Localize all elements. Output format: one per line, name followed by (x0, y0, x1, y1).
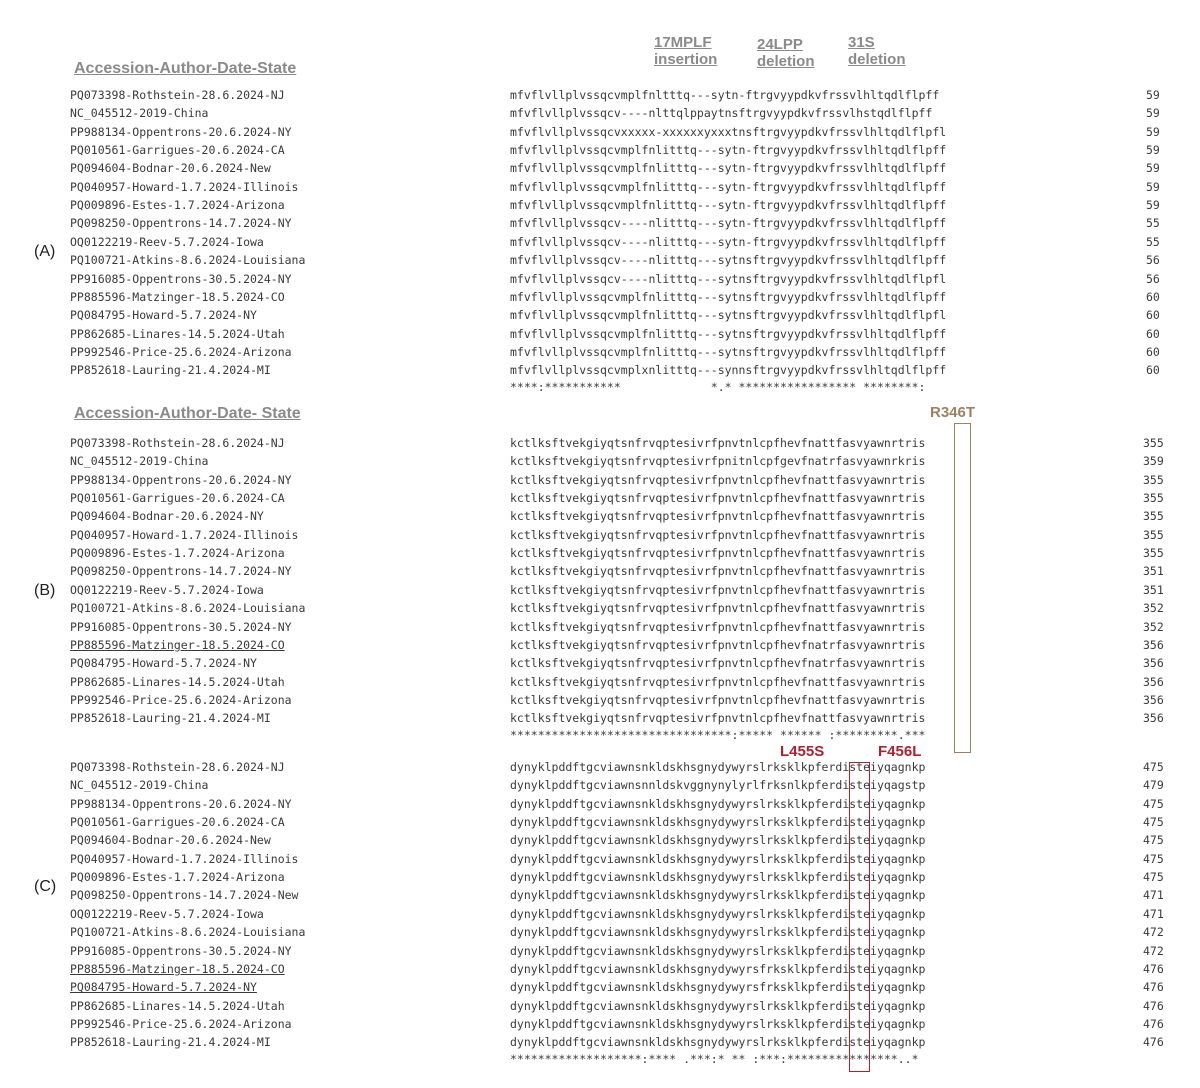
sequence-name: PQ040957-Howard-1.7.2024-Illinois (70, 851, 299, 866)
sequence-position: 355 (1143, 491, 1164, 506)
sequence-position: 476 (1143, 998, 1164, 1013)
feature-24lpp-deletion (757, 36, 815, 70)
sequence-name: PQ010561-Garrigues-20.6.2024-CA (70, 143, 285, 158)
sequence-name: PQ100721-Atkins-8.6.2024-Louisiana (70, 925, 306, 940)
sequence-position: 351 (1143, 582, 1164, 597)
sequence-residues: mfvflvllplvssqcvmplfnlitttq---sytn-ftrgvyypdkvfrssvlhltqdlflpff (510, 143, 947, 158)
sequence-residues: dynyklpddftgcviawnsnkldskhsgnydywyrslrksklkpferdisteiyqagnkp (510, 943, 926, 958)
sequence-residues: kctlksftvekgiyqtsnfrvqptesivrfpnvtnlcpfhevfnattfasvyawnrtris (510, 582, 926, 597)
sequence-name: PQ098250-Oppentrons-14.7.2024-NY (70, 564, 292, 579)
sequence-position: 60 (1146, 308, 1160, 323)
alignment-row (0, 795, 1200, 813)
sequence-name: OQ0122219-Reev-5.7.2024-Iowa (70, 582, 264, 597)
sequence-position: 475 (1143, 760, 1164, 774)
sequence-residues: mfvflvllplvssqcvmplfnltttq---sytn-ftrgvyypdkvfrssvlhltqdlflpff (510, 88, 940, 102)
sequence-position: 60 (1146, 289, 1160, 304)
sequence-name: PQ084795-Howard-5.7.2024-NY (70, 656, 257, 671)
sequence-residues: kctlksftvekgiyqtsnfrvqptesivrfpnvtnlcpfhevfnatrfasvyawnrtris (510, 637, 926, 652)
mutation-label-l455s: L455S (780, 743, 825, 760)
alignment-row (0, 214, 1200, 232)
sequence-residues: mfvflvllplvssqcvmplfnlitttq---sytn-ftrgvyypdkvfrssvlhltqdlflpff (510, 179, 947, 194)
sequence-name: OQ0122219-Reev-5.7.2024-Iowa (70, 906, 264, 921)
sequence-position: 56 (1146, 253, 1160, 268)
sequence-residues: mfvflvllplvssqcvmplfnlitttq---sytn-ftrgvyypdkvfrssvlhltqdlflpff (510, 161, 947, 176)
sequence-position: 356 (1143, 656, 1164, 671)
sequence-residues: kctlksftvekgiyqtsnfrvqptesivrfpnvtnlcpfhevfnattfasvyawnrtris (510, 527, 926, 542)
sequence-name: PP852618-Lauring-21.4.2024-MI (70, 1035, 271, 1050)
sequence-position: 60 (1146, 363, 1160, 378)
sequence-position: 55 (1146, 234, 1160, 249)
sequence-residues: dynyklpddftgcviawnsnkldskhsgnydywyrslrksklkpferdisteiyqagnkp (510, 815, 926, 830)
sequence-name: PQ009896-Estes-1.7.2024-Arizona (70, 546, 285, 561)
sequence-residues: kctlksftvekgiyqtsnfrvqptesivrfpnitnlcpfgevfnatrfasvyawnrkris (510, 454, 926, 469)
sequence-position: 475 (1143, 851, 1164, 866)
sequence-name: PQ098250-Oppentrons-14.7.2024-New (70, 888, 299, 903)
sequence-residues: mfvflvllplvssqcvxxxxx-xxxxxxyxxxtnsftrgvyypdkvfrssvlhltqdlflpfl (510, 124, 947, 139)
sequence-position: 351 (1143, 564, 1164, 579)
panel-label-a: (A) (34, 243, 56, 260)
alignment-row (0, 1033, 1200, 1051)
sequence-position: 59 (1146, 161, 1160, 176)
sequence-residues: kctlksftvekgiyqtsnfrvqptesivrfpnvtnlcpfhevfnattfasvyawnrtris (510, 436, 926, 450)
sequence-residues: mfvflvllplvssqcvmplfnlitttq---sytnsftrgvyypdkvfrssvlhltqdlflpff (510, 326, 947, 341)
alignment-row (0, 452, 1200, 470)
sequence-position: 60 (1146, 344, 1160, 359)
alignment-row (0, 270, 1200, 288)
sequence-position: 472 (1143, 925, 1164, 940)
panel-label-c: (C) (34, 878, 57, 895)
panel-label-b: (B) (34, 582, 56, 599)
sequence-name: NC_045512-2019-China (70, 778, 209, 793)
feature-17mplf-insertion (654, 34, 717, 68)
alignment-row (0, 978, 1200, 996)
mutation-label-r346t: R346T (930, 404, 976, 421)
sequence-position: 476 (1143, 1035, 1164, 1050)
alignment-row (0, 178, 1200, 196)
sequence-position: 59 (1146, 88, 1160, 102)
sequence-name: PP992546-Price-25.6.2024-Arizona (70, 692, 292, 707)
conservation-row (0, 1050, 1200, 1068)
sequence-residues: dynyklpddftgcviawnsnkldskhsgnydywyrslrksklkpferdisteiyqagnkp (510, 906, 926, 921)
sequence-name: PQ040957-Howard-1.7.2024-Illinois (70, 527, 299, 542)
conservation-row (0, 378, 1200, 396)
alignment-row (0, 850, 1200, 868)
sequence-residues: kctlksftvekgiyqtsnfrvqptesivrfpnvtnlcpfhevfnattfasvyawnrtris (510, 619, 926, 634)
alignment-row (0, 104, 1200, 122)
sequence-name: PP992546-Price-25.6.2024-Arizona (70, 1016, 292, 1031)
sequence-position: 359 (1143, 454, 1164, 469)
feature-31s-type: deletion (848, 51, 906, 68)
sequence-name: PQ009896-Estes-1.7.2024-Arizona (70, 870, 285, 885)
alignment-row (0, 562, 1200, 580)
sequence-name: PP916085-Oppentrons-30.5.2024-NY (70, 943, 292, 958)
sequence-name: PP916085-Oppentrons-30.5.2024-NY (70, 619, 292, 634)
sequence-residues: mfvflvllplvssqcvmplfnlitttq---sytnsftrgvyypdkvfrssvlhltqdlflpff (510, 344, 947, 359)
sequence-residues: kctlksftvekgiyqtsnfrvqptesivrfpnvtnlcpfhevfnattfasvyawnrtris (510, 546, 926, 561)
sequence-residues: dynyklpddftgcviawnsnkldskhsgnydywyrslrksklkpferdisteiyqagnkp (510, 925, 926, 940)
sequence-residues: mfvflvllplvssqcvmplxnlitttq---synnsftrgvyypdkvfrssvlhltqdlflpff (510, 363, 947, 378)
sequence-position: 472 (1143, 943, 1164, 958)
alignment-row (0, 599, 1200, 617)
alignment-row (0, 123, 1200, 141)
alignment-row (0, 196, 1200, 214)
alignment-row (0, 813, 1200, 831)
sequence-name: PP862685-Linares-14.5.2024-Utah (70, 674, 285, 689)
alignment-row (0, 905, 1200, 923)
sequence-name: PQ100721-Atkins-8.6.2024-Louisiana (70, 253, 306, 268)
sequence-position: 475 (1143, 796, 1164, 811)
alignment-row (0, 923, 1200, 941)
sequence-position: 56 (1146, 271, 1160, 286)
alignment-row (0, 526, 1200, 544)
sequence-position: 476 (1143, 980, 1164, 995)
alignment-row (0, 942, 1200, 960)
sequence-position: 355 (1143, 436, 1164, 450)
sequence-residues: kctlksftvekgiyqtsnfrvqptesivrfpnvtnlcpfhevfnattfasvyawnrtris (510, 472, 926, 487)
sequence-residues: dynyklpddftgcviawnsnkldskhsgnydywyrslrksklkpferdisteiyqagnkp (510, 888, 926, 903)
sequence-position: 59 (1146, 143, 1160, 158)
sequence-name: PQ084795-Howard-5.7.2024-NY (70, 980, 257, 995)
sequence-residues: dynyklpddftgcviawnsnkldskhsgnydywyrslrksklkpferdisteiyqagnkp (510, 870, 926, 885)
alignment-row (0, 654, 1200, 672)
sequence-name: OQ0122219-Reev-5.7.2024-Iowa (70, 234, 264, 249)
alignment-row (0, 831, 1200, 849)
alignment-row (0, 997, 1200, 1015)
sequence-name: PQ073398-Rothstein-28.6.2024-NJ (70, 436, 285, 450)
sequence-position: 355 (1143, 546, 1164, 561)
alignment-row (0, 618, 1200, 636)
sequence-residues: kctlksftvekgiyqtsnfrvqptesivrfpnvtnlcpfhevfnattfasvyawnrtris (510, 711, 926, 726)
alignment-row (0, 1015, 1200, 1033)
sequence-residues: mfvflvllplvssqcv----nlttqlppaytnsftrgvyypdkvfrssvlhstqdlflpff (510, 106, 933, 121)
sequence-name: PQ084795-Howard-5.7.2024-NY (70, 308, 257, 323)
alignment-row (0, 251, 1200, 269)
sequence-residues: dynyklpddftgcviawnsnkldskhsgnydywyrsfrksklkpferdisteiyqagnkp (510, 980, 926, 995)
sequence-residues: mfvflvllplvssqcvmplfnlitttq---sytnsftrgvyypdkvfrssvlhltqdlflpfl (510, 308, 947, 323)
sequence-residues: dynyklpddftgcviawnsnkldskhsgnydywyrslrksklkpferdisteiyqagnkp (510, 1035, 926, 1050)
alignment-row (0, 325, 1200, 343)
sequence-name: PQ010561-Garrigues-20.6.2024-CA (70, 815, 285, 830)
sequence-position: 352 (1143, 619, 1164, 634)
sequence-residues: kctlksftvekgiyqtsnfrvqptesivrfpnvtnlcpfhevfnattfasvyawnrtris (510, 564, 926, 579)
sequence-name: PP988134-Oppentrons-20.6.2024-NY (70, 796, 292, 811)
alignment-row (0, 581, 1200, 599)
sequence-name: PQ100721-Atkins-8.6.2024-Louisiana (70, 601, 306, 616)
sequence-residues: dynyklpddftgcviawnsnkldskhsgnydywyrslrksklkpferdisteiyqagnkp (510, 796, 926, 811)
sequence-residues: kctlksftvekgiyqtsnfrvqptesivrfpnvtnlcpfhevfnatrfasvyawnrtris (510, 656, 926, 671)
alignment-row (0, 691, 1200, 709)
sequence-name: PQ094604-Bodnar-20.6.2024-New (70, 833, 271, 848)
sequence-position: 476 (1143, 961, 1164, 976)
sequence-name: PQ073398-Rothstein-28.6.2024-NJ (70, 760, 285, 774)
sequence-residues: kctlksftvekgiyqtsnfrvqptesivrfpnvtnlcpfhevfnattfasvyawnrtris (510, 692, 926, 707)
feature-17mplf-label: 17MPLF (654, 34, 712, 51)
conservation-symbols: ********************************:***** ****** :*********.*** (510, 727, 926, 742)
sequence-position: 355 (1143, 509, 1164, 524)
sequence-residues: dynyklpddftgcviawnsnnldskvggnynylyrlfrksnlkpferdisteiyqagstp (510, 778, 926, 793)
sequence-residues: mfvflvllplvssqcv----nlitttq---sytn-ftrgvyypdkvfrssvlhltqdlflpff (510, 216, 947, 231)
sequence-name: PQ073398-Rothstein-28.6.2024-NJ (70, 88, 285, 102)
sequence-residues: mfvflvllplvssqcvmplfnlitttq---sytnsftrgvyypdkvfrssvlhltqdlflpff (510, 289, 947, 304)
sequence-residues: dynyklpddftgcviawnsnkldskhsgnydywyrslrksklkpferdisteiyqagnkp (510, 833, 926, 848)
alignment-row (0, 673, 1200, 691)
sequence-position: 356 (1143, 711, 1164, 726)
sequence-position: 59 (1146, 106, 1160, 121)
sequence-name: PQ010561-Garrigues-20.6.2024-CA (70, 491, 285, 506)
sequence-residues: mfvflvllplvssqcvmplfnlitttq---sytn-ftrgvyypdkvfrssvlhltqdlflpff (510, 198, 947, 213)
alignment-row (0, 159, 1200, 177)
sequence-residues: mfvflvllplvssqcv----nlitttq---sytnsftrgvyypdkvfrssvlhltqdlflpff (510, 253, 947, 268)
alignment-row (0, 544, 1200, 562)
sequence-name: PP988134-Oppentrons-20.6.2024-NY (70, 124, 292, 139)
sequence-name: PQ098250-Oppentrons-14.7.2024-NY (70, 216, 292, 231)
alignment-row (0, 636, 1200, 654)
alignment-row (0, 776, 1200, 794)
alignment-row (0, 306, 1200, 324)
alignment-row (0, 86, 1200, 104)
alignment-row (0, 758, 1200, 776)
alignment-row (0, 471, 1200, 489)
feature-17mplf-type: insertion (654, 51, 718, 68)
sequence-name: PP988134-Oppentrons-20.6.2024-NY (70, 472, 292, 487)
sequence-position: 352 (1143, 601, 1164, 616)
sequence-position: 475 (1143, 870, 1164, 885)
sequence-name: PQ040957-Howard-1.7.2024-Illinois (70, 179, 299, 194)
sequence-name: NC_045512-2019-China (70, 106, 209, 121)
sequence-position: 476 (1143, 1016, 1164, 1031)
sequence-name: NC_045512-2019-China (70, 454, 209, 469)
sequence-position: 55 (1146, 216, 1160, 231)
sequence-name: PP992546-Price-25.6.2024-Arizona (70, 344, 292, 359)
sequence-position: 356 (1143, 674, 1164, 689)
alignment-row (0, 886, 1200, 904)
sequence-name: PP862685-Linares-14.5.2024-Utah (70, 998, 285, 1013)
sequence-position: 355 (1143, 527, 1164, 542)
sequence-residues: dynyklpddftgcviawnsnkldskhsgnydywyrslrksklkpferdisteiyqagnkp (510, 1016, 926, 1031)
alignment-row (0, 288, 1200, 306)
sequence-residues: kctlksftvekgiyqtsnfrvqptesivrfpnvtnlcpfhevfnattfasvyawnrtris (510, 601, 926, 616)
conservation-row (0, 726, 1200, 744)
feature-31s-label: 31S (848, 34, 875, 51)
feature-24lpp-label: 24LPP (757, 36, 803, 53)
sequence-name: PQ094604-Bodnar-20.6.2024-New (70, 161, 271, 176)
sequence-name: PP916085-Oppentrons-30.5.2024-NY (70, 271, 292, 286)
sequence-name: PP862685-Linares-14.5.2024-Utah (70, 326, 285, 341)
mutation-label-f456l: F456L (878, 743, 922, 760)
sequence-position: 475 (1143, 833, 1164, 848)
sequence-name: PP852618-Lauring-21.4.2024-MI (70, 711, 271, 726)
alignment-row (0, 343, 1200, 361)
sequence-name: PQ094604-Bodnar-20.6.2024-NY (70, 509, 264, 524)
sequence-position: 356 (1143, 637, 1164, 652)
sequence-position: 475 (1143, 815, 1164, 830)
alignment-row (0, 233, 1200, 251)
sequence-name: PP885596-Matzinger-18.5.2024-CO (70, 637, 285, 652)
sequence-residues: dynyklpddftgcviawnsnkldskhsgnydywyrslrksklkpferdisteiyqagnkp (510, 998, 926, 1013)
accession-header-b: Accession-Author-Date- State (74, 405, 301, 422)
sequence-residues: kctlksftvekgiyqtsnfrvqptesivrfpnvtnlcpfhevfnattfasvyawnrtris (510, 509, 926, 524)
sequence-position: 356 (1143, 692, 1164, 707)
sequence-name: PP885596-Matzinger-18.5.2024-CO (70, 961, 285, 976)
sequence-name: PQ009896-Estes-1.7.2024-Arizona (70, 198, 285, 213)
sequence-residues: kctlksftvekgiyqtsnfrvqptesivrfpnvtnlcpfhevfnattfasvyawnrtris (510, 674, 926, 689)
sequence-name: PP885596-Matzinger-18.5.2024-CO (70, 289, 285, 304)
sequence-position: 60 (1146, 326, 1160, 341)
sequence-position: 59 (1146, 198, 1160, 213)
alignment-row (0, 960, 1200, 978)
sequence-position: 59 (1146, 179, 1160, 194)
alignment-row (0, 141, 1200, 159)
alignment-row (0, 709, 1200, 727)
alignment-row (0, 507, 1200, 525)
alignment-row (0, 361, 1200, 379)
sequence-residues: dynyklpddftgcviawnsnkldskhsgnydywyrsfrksklkpferdisteiyqagnkp (510, 961, 926, 976)
conservation-symbols: *******************:**** .***:* ** :***:****************..* (510, 1051, 919, 1066)
sequence-position: 471 (1143, 888, 1164, 903)
sequence-residues: dynyklpddftgcviawnsnkldskhsgnydywyrslrksklkpferdisteiyqagnkp (510, 851, 926, 866)
accession-header-a: Accession-Author-Date-State (74, 60, 297, 77)
alignment-row (0, 434, 1200, 452)
sequence-position: 355 (1143, 472, 1164, 487)
sequence-position: 471 (1143, 906, 1164, 921)
sequence-residues: dynyklpddftgcviawnsnkldskhsgnydywyrslrksklkpferdisteiyqagnkp (510, 760, 926, 774)
alignment-row (0, 868, 1200, 886)
sequence-position: 479 (1143, 778, 1164, 793)
feature-31s-deletion (848, 34, 906, 68)
sequence-name: PP852618-Lauring-21.4.2024-MI (70, 363, 271, 378)
conservation-symbols: ****:*********** *.* ***************** ********: (510, 379, 926, 394)
sequence-residues: mfvflvllplvssqcv----nlitttq---sytn-ftrgvyypdkvfrssvlhltqdlflpff (510, 234, 947, 249)
sequence-residues: mfvflvllplvssqcv----nlitttq---sytnsftrgvyypdkvfrssvlhltqdlflpfl (510, 271, 947, 286)
sequence-position: 59 (1146, 124, 1160, 139)
feature-24lpp-type: deletion (757, 53, 815, 70)
alignment-row (0, 489, 1200, 507)
sequence-residues: kctlksftvekgiyqtsnfrvqptesivrfpnvtnlcpfhevfnattfasvyawnrtris (510, 491, 926, 506)
